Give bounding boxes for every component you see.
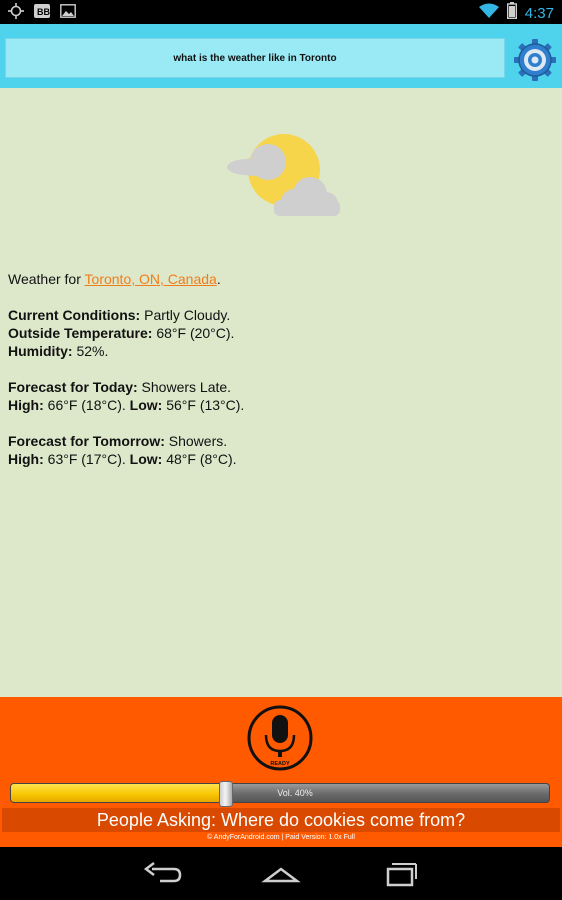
weather-report <box>8 270 548 486</box>
recent-apps-icon[interactable] <box>378 859 422 889</box>
today-label: Forecast for Today: <box>8 379 138 395</box>
tomorrow-block <box>8 432 548 468</box>
battery-icon <box>507 2 517 24</box>
outside-temp-value: 68°F (20°C). <box>156 325 235 341</box>
bbm-icon <box>34 4 50 23</box>
query-bar <box>0 24 562 88</box>
status-left-icons <box>8 3 76 24</box>
mic-ready-label: READY <box>270 761 290 767</box>
volume-slider[interactable] <box>10 783 550 803</box>
footer-credit: © AndyForAndroid.com | Paid Version: 1.0x Full <box>207 834 355 841</box>
query-text: what is the weather like in Toronto <box>173 52 337 64</box>
partly-cloudy-icon <box>222 132 342 218</box>
current-conditions-label: Current Conditions: <box>8 307 141 323</box>
today-high-label: High: <box>8 397 44 413</box>
tomorrow-low-label: Low: <box>129 451 163 467</box>
back-icon[interactable] <box>140 859 184 889</box>
tomorrow-high-value: 63°F (17°C). <box>47 451 126 467</box>
volume-label: Vol. 40% <box>277 788 313 798</box>
wifi-icon <box>479 3 499 24</box>
settings-button[interactable] <box>514 39 556 81</box>
status-right-icons <box>479 2 554 24</box>
tomorrow-label: Forecast for Tomorrow: <box>8 433 165 449</box>
tomorrow-low-value: 48°F (8°C). <box>166 451 237 467</box>
today-block <box>8 378 548 414</box>
image-icon <box>60 4 76 23</box>
location-link[interactable]: Toronto, ON, Canada <box>84 271 217 287</box>
outside-temp-label: Outside Temperature: <box>8 325 153 341</box>
humidity-label: Humidity: <box>8 343 73 359</box>
volume-thumb[interactable] <box>219 781 233 807</box>
weather-for-line: Weather for Toronto, ON, Canada. <box>8 271 221 287</box>
today-low-value: 56°F (13°C). <box>166 397 245 413</box>
current-conditions-value: Partly Cloudy. <box>144 307 231 323</box>
tomorrow-high-label: High: <box>8 451 44 467</box>
tomorrow-value: Showers. <box>168 433 228 449</box>
query-box[interactable] <box>5 38 505 78</box>
humidity-value: 52%. <box>76 343 109 359</box>
status-time: 4:37 <box>524 4 554 22</box>
home-icon[interactable] <box>259 859 303 889</box>
voice-panel <box>0 697 562 847</box>
today-value: Showers Late. <box>141 379 232 395</box>
gps-icon <box>8 3 24 24</box>
weather-for-label: Weather for <box>8 271 81 287</box>
status-bar <box>0 0 562 24</box>
today-high-value: 66°F (18°C). <box>47 397 126 413</box>
current-block <box>8 306 548 360</box>
weather-panel <box>0 88 562 697</box>
microphone-button[interactable] <box>247 705 313 771</box>
people-asking-banner[interactable]: People Asking: Where do cookies come from? <box>2 808 560 832</box>
gear-icon <box>514 39 556 81</box>
svg-text:BB: BB <box>37 7 50 17</box>
today-low-label: Low: <box>129 397 163 413</box>
navigation-bar <box>0 847 562 900</box>
